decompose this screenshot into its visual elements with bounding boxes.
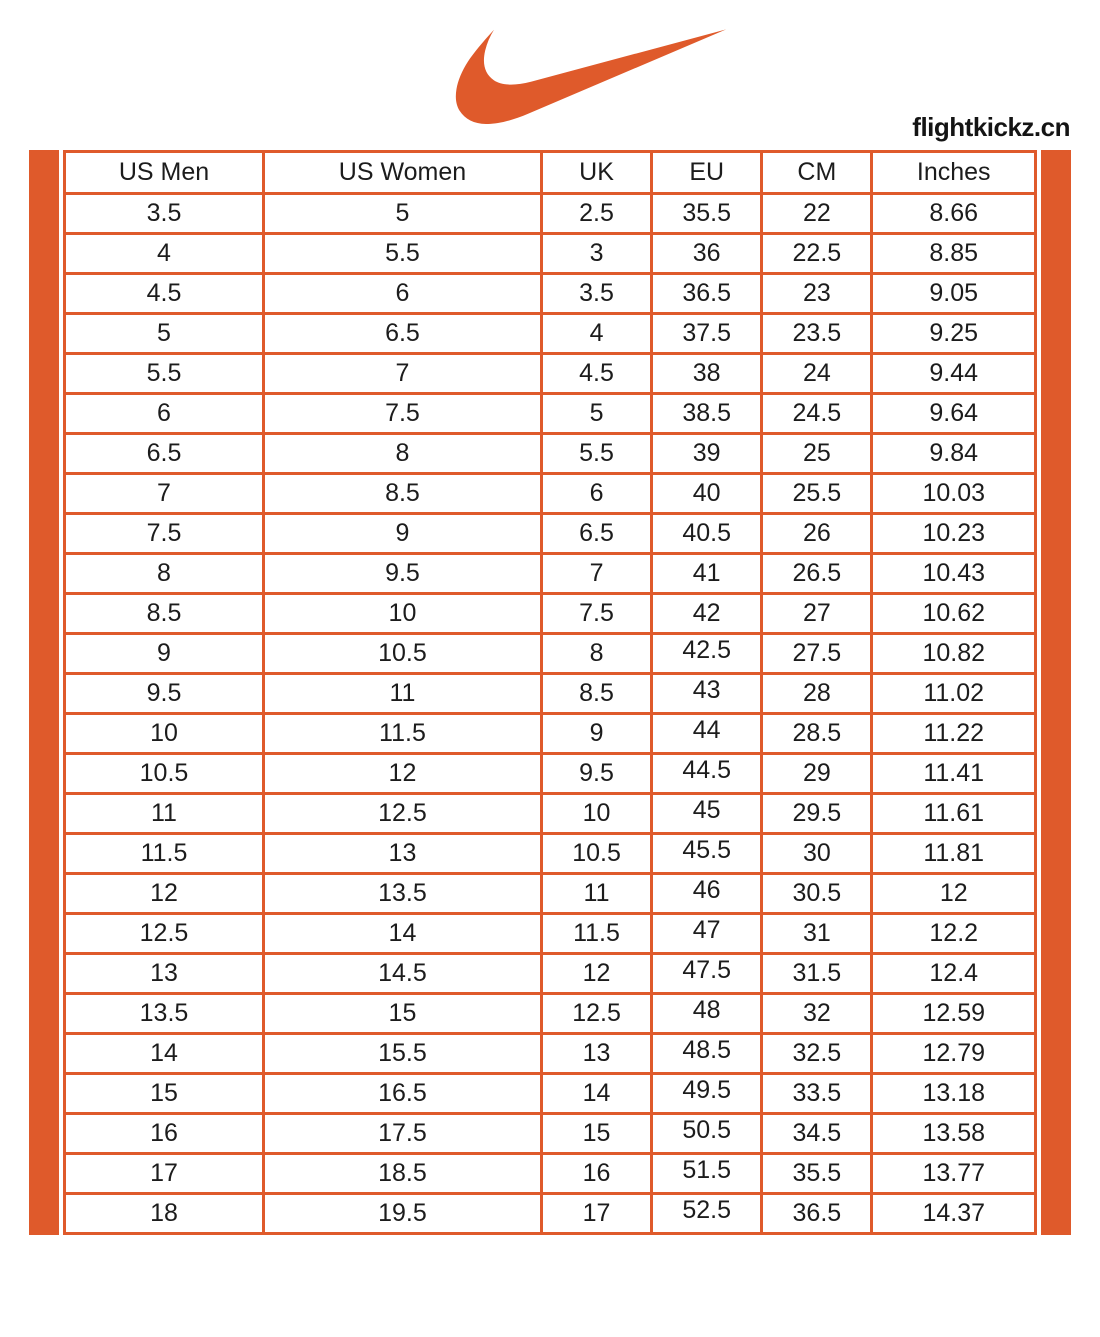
table-cell: 5 xyxy=(65,314,264,354)
table-cell: 22 xyxy=(762,194,872,234)
table-cell: 10.5 xyxy=(263,634,541,674)
table-cell: 13 xyxy=(541,1034,651,1074)
table-row xyxy=(65,874,1036,914)
size-chart-container xyxy=(29,150,1071,1235)
table-cell: 23.5 xyxy=(762,314,872,354)
table-row xyxy=(65,354,1036,394)
table-cell: 12 xyxy=(263,754,541,794)
table-cell: 4 xyxy=(65,234,264,274)
table-cell: 9.5 xyxy=(65,674,264,714)
table-cell: 11.02 xyxy=(872,674,1036,714)
table-row xyxy=(65,954,1036,994)
table-cell: 9.5 xyxy=(541,754,651,794)
column-header-cm: CM xyxy=(762,152,872,194)
table-cell: 8 xyxy=(65,554,264,594)
table-cell: 41 xyxy=(652,554,762,594)
table-cell: 44.5 xyxy=(652,754,762,794)
table-cell: 13.5 xyxy=(263,874,541,914)
table-cell: 12 xyxy=(872,874,1036,914)
table-cell: 13.18 xyxy=(872,1074,1036,1114)
table-cell: 46 xyxy=(652,874,762,914)
table-cell: 11.41 xyxy=(872,754,1036,794)
table-cell: 32 xyxy=(762,994,872,1034)
table-cell: 14 xyxy=(263,914,541,954)
table-cell: 10 xyxy=(541,794,651,834)
table-cell: 48 xyxy=(652,994,762,1034)
table-row xyxy=(65,594,1036,634)
table-cell: 45 xyxy=(652,794,762,834)
table-cell: 10 xyxy=(263,594,541,634)
table-cell: 9.84 xyxy=(872,434,1036,474)
site-watermark: flightkickz.cn xyxy=(912,112,1070,142)
table-cell: 28.5 xyxy=(762,714,872,754)
table-cell: 45.5 xyxy=(652,834,762,874)
table-cell: 6.5 xyxy=(65,434,264,474)
column-header-uk: UK xyxy=(541,152,651,194)
table-cell: 36.5 xyxy=(762,1194,872,1234)
table-cell: 9.64 xyxy=(872,394,1036,434)
table-row xyxy=(65,274,1036,314)
table-cell: 35.5 xyxy=(652,194,762,234)
table-cell: 17.5 xyxy=(263,1114,541,1154)
table-cell: 8 xyxy=(263,434,541,474)
table-row xyxy=(65,834,1036,874)
table-cell: 40 xyxy=(652,474,762,514)
table-cell: 29 xyxy=(762,754,872,794)
table-cell: 42.5 xyxy=(652,634,762,674)
table-cell: 5.5 xyxy=(65,354,264,394)
table-cell: 52.5 xyxy=(652,1194,762,1234)
table-row xyxy=(65,234,1036,274)
table-cell: 13.5 xyxy=(65,994,264,1034)
table-row xyxy=(65,794,1036,834)
table-cell: 10 xyxy=(65,714,264,754)
table-row xyxy=(65,1034,1036,1074)
table-cell: 37.5 xyxy=(652,314,762,354)
table-cell: 11 xyxy=(541,874,651,914)
table-cell: 14 xyxy=(65,1034,264,1074)
table-cell: 12.4 xyxy=(872,954,1036,994)
table-cell: 51.5 xyxy=(652,1154,762,1194)
table-cell: 35.5 xyxy=(762,1154,872,1194)
size-table-header xyxy=(65,152,1036,194)
table-cell: 11.5 xyxy=(263,714,541,754)
table-cell: 24.5 xyxy=(762,394,872,434)
table-cell: 13 xyxy=(263,834,541,874)
table-cell: 36 xyxy=(652,234,762,274)
right-accent-bar xyxy=(1041,150,1071,1235)
table-cell: 30.5 xyxy=(762,874,872,914)
table-cell: 7.5 xyxy=(541,594,651,634)
table-cell: 38 xyxy=(652,354,762,394)
table-cell: 23 xyxy=(762,274,872,314)
table-cell: 31 xyxy=(762,914,872,954)
table-cell: 15 xyxy=(65,1074,264,1114)
table-cell: 12.5 xyxy=(541,994,651,1034)
table-cell: 26.5 xyxy=(762,554,872,594)
size-table xyxy=(63,150,1037,1235)
table-row xyxy=(65,1154,1036,1194)
table-cell: 3.5 xyxy=(65,194,264,234)
table-row xyxy=(65,434,1036,474)
table-cell: 43 xyxy=(652,674,762,714)
table-cell: 4.5 xyxy=(541,354,651,394)
table-cell: 8.85 xyxy=(872,234,1036,274)
column-header-us-women: US Women xyxy=(263,152,541,194)
table-cell: 22.5 xyxy=(762,234,872,274)
table-row xyxy=(65,1114,1036,1154)
table-cell: 5 xyxy=(541,394,651,434)
table-cell: 7 xyxy=(65,474,264,514)
table-cell: 50.5 xyxy=(652,1114,762,1154)
table-cell: 18 xyxy=(65,1194,264,1234)
table-cell: 19.5 xyxy=(263,1194,541,1234)
table-cell: 10.5 xyxy=(541,834,651,874)
table-cell: 17 xyxy=(541,1194,651,1234)
table-row xyxy=(65,1074,1036,1114)
table-cell: 12 xyxy=(65,874,264,914)
table-cell: 10.03 xyxy=(872,474,1036,514)
table-cell: 13 xyxy=(65,954,264,994)
column-header-us-men: US Men xyxy=(65,152,264,194)
table-cell: 11.22 xyxy=(872,714,1036,754)
table-cell: 12.59 xyxy=(872,994,1036,1034)
table-cell: 42 xyxy=(652,594,762,634)
table-cell: 40.5 xyxy=(652,514,762,554)
table-cell: 6 xyxy=(65,394,264,434)
table-cell: 9.44 xyxy=(872,354,1036,394)
table-cell: 3 xyxy=(541,234,651,274)
table-cell: 11.61 xyxy=(872,794,1036,834)
table-cell: 12.79 xyxy=(872,1034,1036,1074)
table-cell: 9.25 xyxy=(872,314,1036,354)
table-cell: 11 xyxy=(263,674,541,714)
table-cell: 38.5 xyxy=(652,394,762,434)
table-row xyxy=(65,514,1036,554)
table-row xyxy=(65,474,1036,514)
table-row xyxy=(65,394,1036,434)
size-table-body xyxy=(65,194,1036,1234)
table-cell: 8.5 xyxy=(263,474,541,514)
header-row xyxy=(65,152,1036,194)
table-cell: 6.5 xyxy=(541,514,651,554)
table-cell: 4.5 xyxy=(65,274,264,314)
table-cell: 39 xyxy=(652,434,762,474)
table-cell: 34.5 xyxy=(762,1114,872,1154)
table-cell: 13.77 xyxy=(872,1154,1036,1194)
table-cell: 8 xyxy=(541,634,651,674)
table-cell: 6 xyxy=(263,274,541,314)
table-cell: 5.5 xyxy=(541,434,651,474)
table-cell: 7 xyxy=(541,554,651,594)
table-cell: 16 xyxy=(65,1114,264,1154)
table-cell: 25.5 xyxy=(762,474,872,514)
table-cell: 10.23 xyxy=(872,514,1036,554)
table-cell: 47.5 xyxy=(652,954,762,994)
table-cell: 10.5 xyxy=(65,754,264,794)
table-cell: 12.2 xyxy=(872,914,1036,954)
table-cell: 25 xyxy=(762,434,872,474)
table-cell: 8.66 xyxy=(872,194,1036,234)
left-accent-bar xyxy=(29,150,59,1235)
table-cell: 3.5 xyxy=(541,274,651,314)
table-cell: 15 xyxy=(541,1114,651,1154)
table-row xyxy=(65,194,1036,234)
table-row xyxy=(65,914,1036,954)
table-cell: 14.5 xyxy=(263,954,541,994)
table-cell: 48.5 xyxy=(652,1034,762,1074)
table-cell: 9 xyxy=(263,514,541,554)
table-cell: 17 xyxy=(65,1154,264,1194)
table-cell: 36.5 xyxy=(652,274,762,314)
table-cell: 49.5 xyxy=(652,1074,762,1114)
table-cell: 6 xyxy=(541,474,651,514)
column-header-eu: EU xyxy=(652,152,762,194)
table-cell: 15 xyxy=(263,994,541,1034)
table-cell: 12.5 xyxy=(263,794,541,834)
table-cell: 26 xyxy=(762,514,872,554)
table-row xyxy=(65,714,1036,754)
table-cell: 12 xyxy=(541,954,651,994)
table-cell: 7.5 xyxy=(65,514,264,554)
table-cell: 16 xyxy=(541,1154,651,1194)
column-header-inches: Inches xyxy=(872,152,1036,194)
table-cell: 15.5 xyxy=(263,1034,541,1074)
table-cell: 9 xyxy=(541,714,651,754)
table-cell: 8.5 xyxy=(65,594,264,634)
table-cell: 7.5 xyxy=(263,394,541,434)
table-cell: 5.5 xyxy=(263,234,541,274)
table-cell: 2.5 xyxy=(541,194,651,234)
table-cell: 16.5 xyxy=(263,1074,541,1114)
table-cell: 10.62 xyxy=(872,594,1036,634)
table-cell: 13.58 xyxy=(872,1114,1036,1154)
table-cell: 33.5 xyxy=(762,1074,872,1114)
table-cell: 10.82 xyxy=(872,634,1036,674)
table-cell: 29.5 xyxy=(762,794,872,834)
table-cell: 44 xyxy=(652,714,762,754)
table-cell: 6.5 xyxy=(263,314,541,354)
table-cell: 11.81 xyxy=(872,834,1036,874)
table-cell: 9 xyxy=(65,634,264,674)
table-cell: 27.5 xyxy=(762,634,872,674)
table-cell: 31.5 xyxy=(762,954,872,994)
table-cell: 12.5 xyxy=(65,914,264,954)
table-row xyxy=(65,554,1036,594)
table-cell: 27 xyxy=(762,594,872,634)
table-cell: 8.5 xyxy=(541,674,651,714)
table-row xyxy=(65,314,1036,354)
table-row xyxy=(65,754,1036,794)
table-cell: 30 xyxy=(762,834,872,874)
nike-swoosh-icon xyxy=(452,26,730,124)
table-cell: 10.43 xyxy=(872,554,1036,594)
table-cell: 7 xyxy=(263,354,541,394)
table-cell: 32.5 xyxy=(762,1034,872,1074)
table-cell: 11 xyxy=(65,794,264,834)
table-cell: 14 xyxy=(541,1074,651,1114)
table-cell: 9.05 xyxy=(872,274,1036,314)
table-cell: 11.5 xyxy=(65,834,264,874)
table-row xyxy=(65,994,1036,1034)
table-row xyxy=(65,1194,1036,1234)
table-cell: 28 xyxy=(762,674,872,714)
table-cell: 9.5 xyxy=(263,554,541,594)
table-cell: 11.5 xyxy=(541,914,651,954)
table-cell: 24 xyxy=(762,354,872,394)
table-cell: 4 xyxy=(541,314,651,354)
table-cell: 5 xyxy=(263,194,541,234)
table-cell: 47 xyxy=(652,914,762,954)
table-cell: 14.37 xyxy=(872,1194,1036,1234)
table-cell: 18.5 xyxy=(263,1154,541,1194)
table-row xyxy=(65,674,1036,714)
table-row xyxy=(65,634,1036,674)
